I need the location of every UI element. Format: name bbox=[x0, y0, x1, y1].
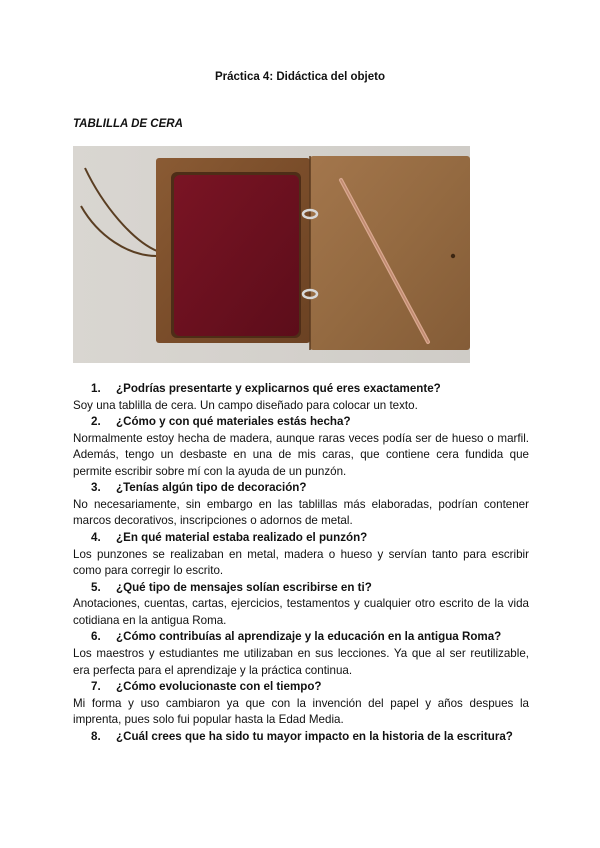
question: 7. ¿Cómo evolucionaste con el tiempo? bbox=[91, 680, 322, 694]
qa-item bbox=[73, 530, 529, 580]
qa-item bbox=[73, 580, 529, 630]
question: 5. ¿Qué tipo de mensajes solían escribirse en ti? bbox=[91, 580, 372, 594]
qa-item bbox=[73, 414, 529, 480]
answer: Los punzones se realizaban en metal, madera o hueso y servían tanto para escribir como para corregir lo escrito. bbox=[73, 547, 529, 578]
page-title: Práctica 4: Didáctica del objeto bbox=[214, 71, 385, 83]
qa-item bbox=[73, 729, 529, 746]
question: 2. ¿Cómo y con qué materiales estás hecha? bbox=[91, 415, 351, 429]
question: 6. ¿Cómo contribuías al aprendizaje y la educación en la antigua Roma? bbox=[91, 630, 502, 644]
answer: Mi forma y uso cambiaron ya que con la invención del papel y años despues la imprenta, pues solo fui popular hasta la Edad Media. bbox=[73, 696, 529, 727]
answer: Soy una tablilla de cera. Un campo diseñado para colocar un texto. bbox=[73, 398, 418, 412]
section-heading: TABLILLA DE CERA bbox=[73, 118, 183, 130]
qa-item bbox=[73, 480, 529, 530]
question: 1. ¿Podrías presentarte y explicarnos qué eres exactamente? bbox=[91, 382, 441, 395]
qa-item bbox=[73, 381, 529, 414]
question: 3. ¿Tenías algún tipo de decoración? bbox=[91, 481, 307, 495]
question: 8. ¿Cuál crees que ha sido tu mayor impacto en la historia de la escritura? bbox=[91, 729, 513, 743]
answer: Normalmente estoy hecha de madera, aunque raras veces podía ser de hueso o marfil. Además, tengo un desbaste en una de mis caras, que contiene cera fundida que permite escribir sobre mí con la ayuda de un punzón. bbox=[73, 431, 529, 478]
answer: Los maestros y estudiantes me utilizaban en sus lecciones. Ya que al ser reutilizable, era perfecta para el aprendizaje y la práctica continua. bbox=[73, 646, 529, 677]
answer: No necesariamente, sin embargo en las tablillas más elaboradas, podrían contener marcos decorativos, inscripciones o adornos de metal. bbox=[73, 497, 529, 528]
qa-item bbox=[73, 679, 529, 729]
answer: Anotaciones, cuentas, cartas, ejercicios, testamentos y cualquier otro escrito de la vida cotidiana en la antigua Roma. bbox=[73, 597, 529, 627]
qa-list bbox=[73, 381, 529, 745]
qa-item bbox=[73, 629, 529, 679]
wax-tablet-photo bbox=[73, 146, 470, 363]
question: 4. ¿En qué material estaba realizado el punzón? bbox=[91, 531, 368, 545]
